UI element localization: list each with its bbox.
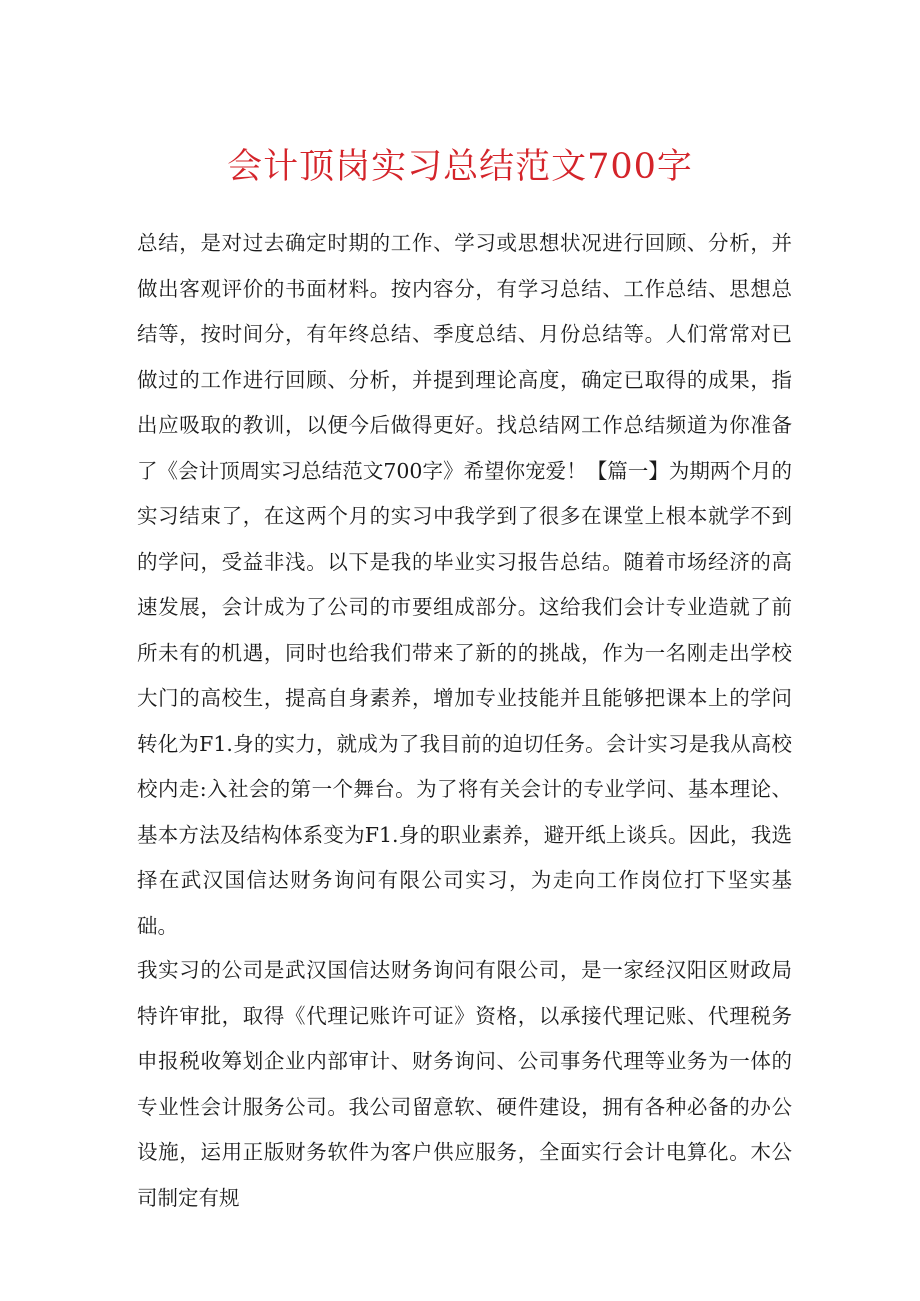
paragraph-1: 总结，是对过去确定时期的工作、学习或思想状况进行回顾、分析，并做出客观评价的书面材料。按内容分，有学习总结、工作总结、思想总结等，按时间分，有年终总结、季度总结、月份总结等。人们常常对已做过的工作进行回顾、分析，并提到理论高度，确定已取得的成果，指出应吸取的教训，以便今后做得更好。找总结网工作总结频道为你准备了《会计顶周实习总结范文700字》希望你宠爱！【篇一】为期两个月的实习结束了，在这两个月的实习中我学到了很多在课堂上根本就学不到的学问，受益非浅。以下是我的毕业实习报告总结。随着市场经济的高速发展，会计成为了公司的市要组成部分。这给我们会计专业造就了前所未有的机遇，同时也给我们带来了新的的挑战，作为一名刚走出学校大门的高校生，提高自身素养，增加专业技能并且能够把课本上的学问转化为F1.身的实力，就成为了我目前的迫切任务。会计实习是我从高校校内走:入社会的第一个舞台。为了将有关会计的专业学问、基本理论、基本方法及结构体系变为F1.身的职业素养，避开纸上谈兵。因此，我选择在武汉国信达财务询问有限公司实习，为走向工作岗位打下坚实基础。 bbox=[137, 231, 792, 938]
paragraph-2: 我实习的公司是武汉国信达财务询问有限公司，是一家经汉阳区财政局特许审批，取得《代理记账许可证》资格，以承接代理记账、代理税务申报税收筹划企业内部审计、财务询问、公司事务代理等业务为一体的专业性会计服务公司。我公司留意软、硬件建设，拥有各种必备的办公设施，运用正版财务软件为客户供应服务，全面实行会计电算化。木公司制定有规 bbox=[137, 958, 792, 1210]
document-title: 会计顶岗实习总结范文700字 bbox=[227, 147, 693, 187]
